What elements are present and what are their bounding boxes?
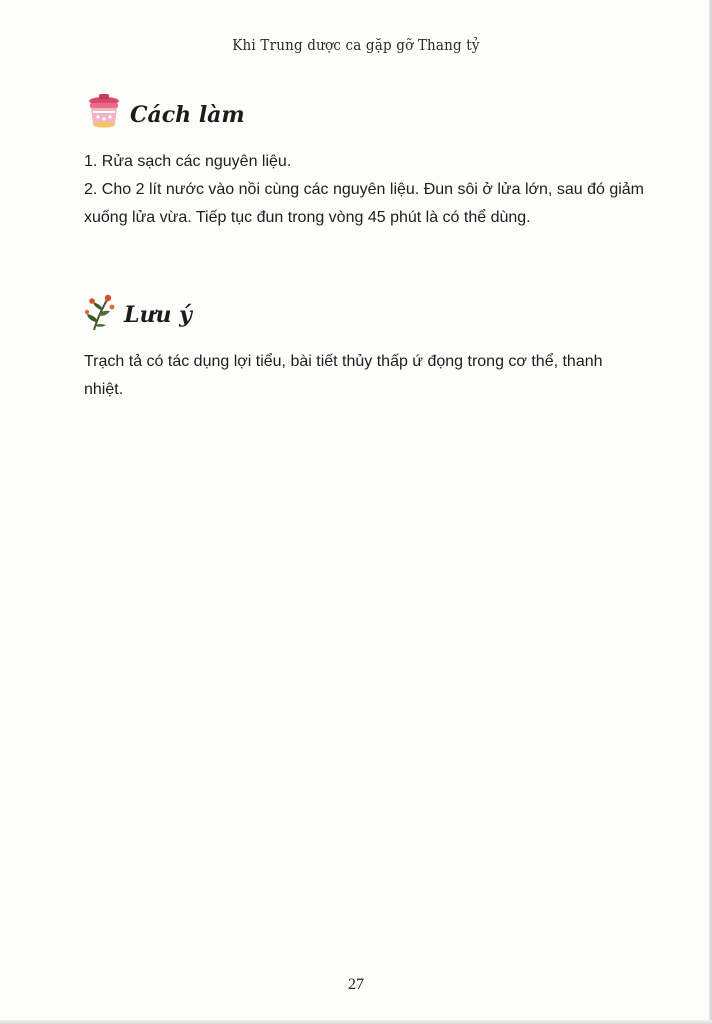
running-header: Khi Trung dược ca gặp gỡ Thang tỷ xyxy=(232,36,480,54)
page-number: 27 xyxy=(348,976,364,993)
herb-sprig-icon xyxy=(84,292,118,337)
step-item: 2. Cho 2 lít nước vào nồi cùng các nguyên liệu. Đun sôi ở lửa lớn, sau đó giảm xuống lửa vừa. Tiếp tục đun trong vòng 45 phút là có thể dùng. xyxy=(84,181,644,226)
page-bottom-shadow xyxy=(0,1020,712,1024)
method-heading xyxy=(84,94,245,135)
method-steps xyxy=(84,148,644,232)
note-body xyxy=(84,348,644,404)
method-title: Cách làm xyxy=(130,101,245,128)
note-heading xyxy=(84,292,192,337)
cooking-pot-icon xyxy=(84,94,124,135)
note-text: Trạch tả có tác dụng lợi tiểu, bài tiết thủy thấp ứ đọng trong cơ thể, thanh nhiệt. xyxy=(84,353,603,398)
note-title: Lưu ý xyxy=(124,301,192,328)
step-item: 1. Rửa sạch các nguyên liệu. xyxy=(84,153,292,170)
